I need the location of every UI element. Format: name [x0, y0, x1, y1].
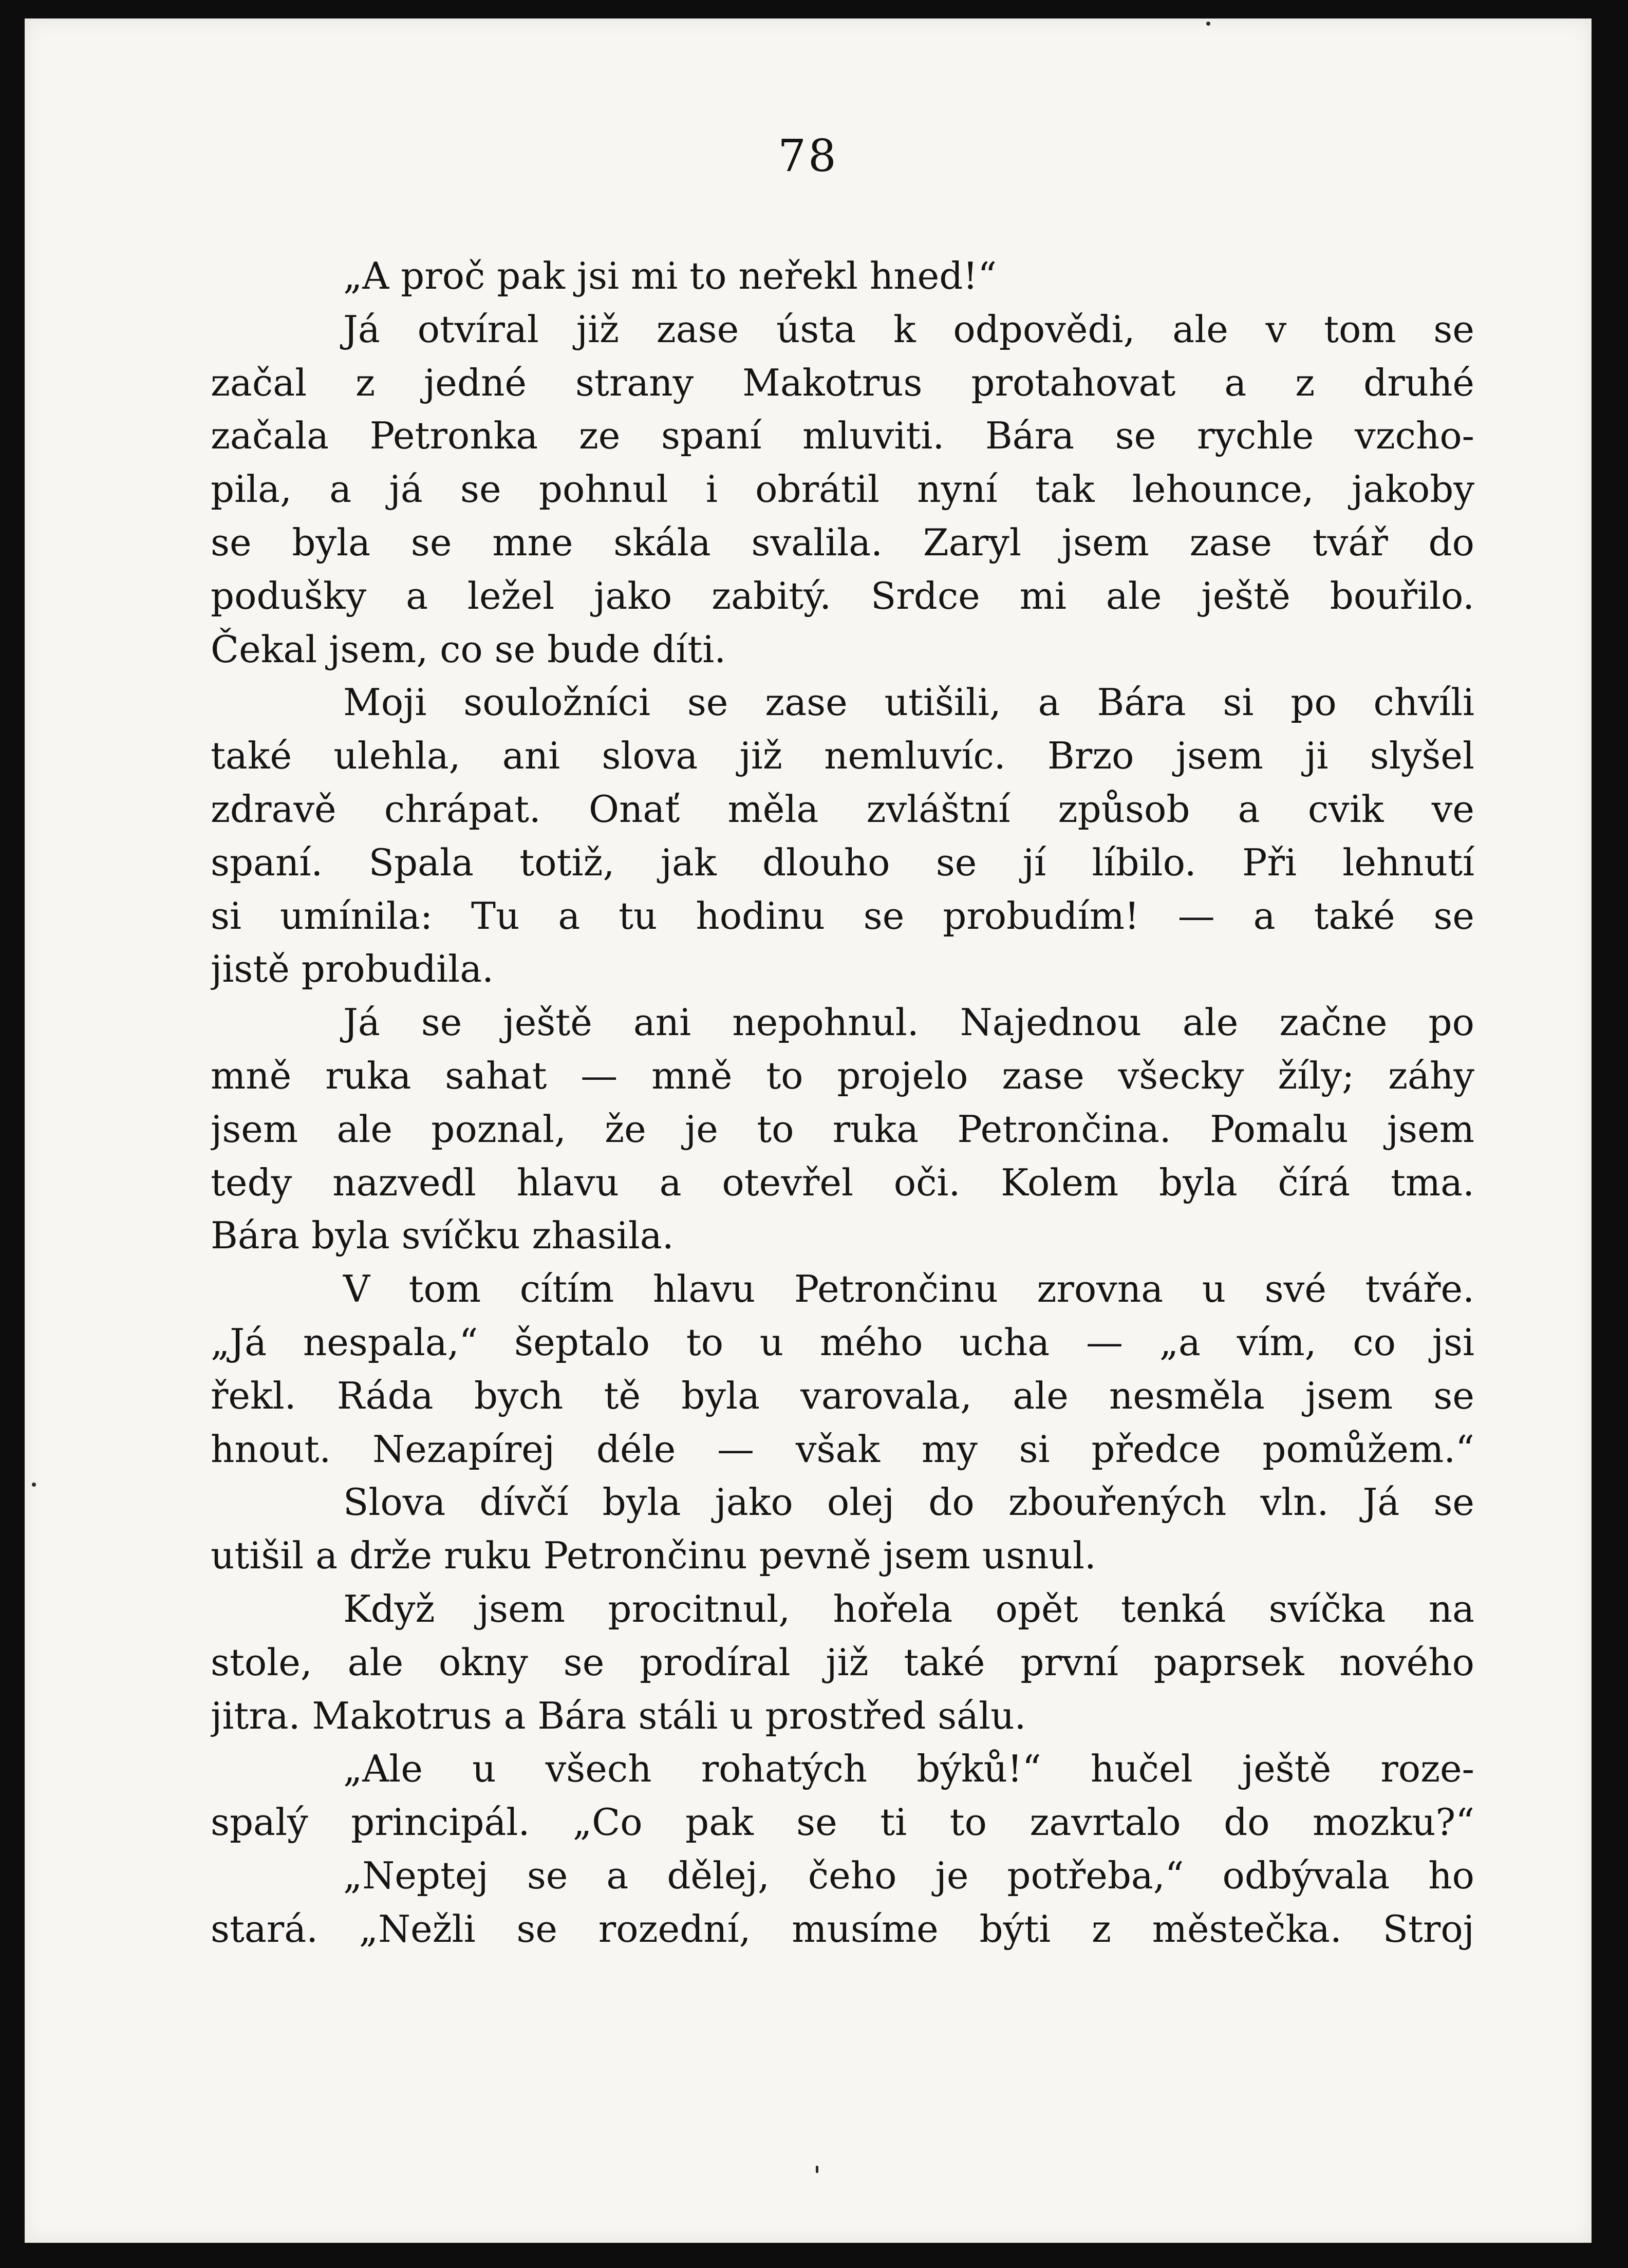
text-line: „Já nespala,“ šeptalo to u mého ucha — „a vím, co jsi: [211, 1320, 1474, 1364]
text-line: „Neptej se a dělej, čeho je potřeba,“ odbývala ho: [343, 1853, 1474, 1897]
scan-speck: [32, 1483, 36, 1487]
text-line: Moji souložníci se zase utišili, a Bára si po chvíli: [343, 681, 1474, 724]
text-line: Slova dívčí byla jako olej do zbouřených vln. Já se: [343, 1480, 1474, 1524]
text-line: stará. „Nežli se rozední, musíme býti z městečka. Stroj: [211, 1907, 1474, 1951]
text-line: hnout. Nezapírej déle — však my si předce pomůžem.“: [211, 1427, 1474, 1471]
text-line: mně ruka sahat — mně to projelo zase všecky žíly; záhy: [211, 1054, 1474, 1097]
text-line: zdravě chrápat. Onať měla zvláštní způsob a cvik ve: [211, 787, 1474, 831]
text-line: jitra. Makotrus a Bára stáli u prostřed sálu.: [211, 1694, 1026, 1737]
text-line: řekl. Ráda bych tě byla varovala, ale nesměla jsem se: [211, 1374, 1474, 1417]
scan-speck: [816, 2166, 818, 2173]
body-text: [211, 250, 1474, 1956]
text-line: pila, a já se pohnul i obrátil nyní tak lehounce, jakoby: [211, 467, 1474, 511]
text-line: si umínila: Tu a tu hodinu se probudím! — a také se: [211, 894, 1474, 938]
text-line: začal z jedné strany Makotrus protahovat a z druhé: [211, 361, 1474, 404]
text-line: začala Petronka ze spaní mluviti. Bára se rychle vzcho-: [211, 414, 1474, 458]
text-line: se byla se mne skála svalila. Zaryl jsem zase tvář do: [211, 520, 1474, 564]
text-line: spalý principál. „Co pak se ti to zavrtalo do mozku?“: [211, 1801, 1474, 1844]
text-line: V tom cítím hlavu Petrončinu zrovna u své tváře.: [343, 1267, 1474, 1311]
text-line: Bára byla svíčku zhasila.: [211, 1214, 674, 1258]
text-line: jistě probudila.: [211, 947, 494, 991]
text-line: podušky a ležel jako zabitý. Srdce mi ale ještě bouřilo.: [211, 574, 1474, 617]
text-line: také ulehla, ani slova již nemluvíc. Brzo jsem ji slyšel: [211, 734, 1474, 778]
text-line: tedy nazvedl hlavu a otevřel oči. Kolem byla čírá tma.: [211, 1160, 1474, 1204]
text-line: utišil a drže ruku Petrončinu pevně jsem usnul.: [211, 1534, 1096, 1578]
text-line: Já otvíral již zase ústa k odpovědi, ale v tom se: [343, 307, 1474, 351]
book-page: [25, 18, 1592, 2243]
scan-speck: [1206, 22, 1210, 26]
page-number: 78: [778, 130, 838, 182]
text-line: „A proč pak jsi mi to neřekl hned!“: [343, 254, 997, 297]
text-line: Já se ještě ani nepohnul. Najednou ale začne po: [343, 1001, 1474, 1044]
text-line: Čekal jsem, co se bude díti.: [211, 627, 726, 671]
text-line: Když jsem procitnul, hořela opět tenká svíčka na: [343, 1587, 1474, 1630]
text-line: jsem ale poznal, že je to ruka Petrončina. Pomalu jsem: [211, 1107, 1474, 1151]
text-line: spaní. Spala totiž, jak dlouho se jí líbilo. Při lehnutí: [211, 840, 1474, 884]
text-line: stole, ale okny se prodíral již také první paprsek nového: [211, 1640, 1474, 1684]
text-line: „Ale u všech rohatých býků!“ hučel ještě roze-: [343, 1747, 1474, 1791]
